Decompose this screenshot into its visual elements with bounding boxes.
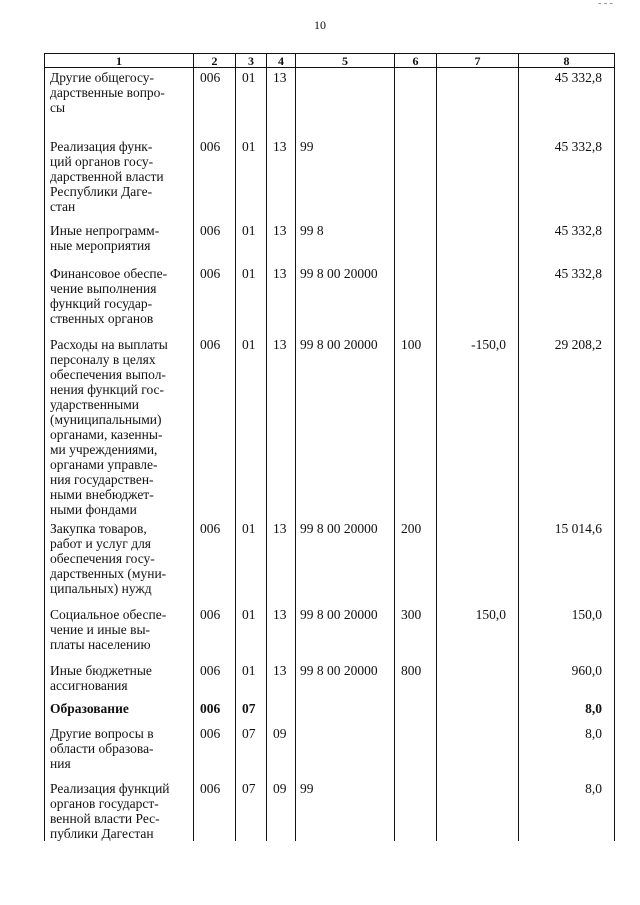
column-header: 4 <box>267 54 296 68</box>
table-row <box>45 661 615 699</box>
row-name-line: обеспечения выпол- <box>50 366 166 382</box>
row-name-line: органами, казенны- <box>50 426 163 442</box>
row-name-line: области образова- <box>50 740 154 756</box>
row-name-line: Республики Даге- <box>50 183 153 199</box>
row-name-line: Другие вопросы в <box>50 725 154 741</box>
table-row <box>45 724 615 779</box>
cell-total-amount: 45 332,8 <box>519 264 615 335</box>
cell-expense-type <box>395 264 437 335</box>
cell-target-article: 99 8 00 20000 <box>296 605 395 661</box>
cell-section-code: 01 <box>236 519 267 605</box>
header-row <box>45 54 615 68</box>
column-header: 8 <box>519 54 615 68</box>
cell-section-code: 01 <box>236 605 267 661</box>
cell-total-amount: 15 014,6 <box>519 519 615 605</box>
cell-section-code: 07 <box>236 699 267 724</box>
row-name-line: (муниципальными) <box>50 411 162 427</box>
cell-section-code: 07 <box>236 724 267 779</box>
cell-subsection-code: 13 <box>267 137 296 221</box>
column-header: 2 <box>194 54 236 68</box>
cell-ministry-code: 006 <box>194 519 236 605</box>
cell-expense-type <box>395 221 437 264</box>
cell-change-amount <box>437 68 519 137</box>
page-number: 10 <box>314 18 326 32</box>
row-name-line: Образование <box>50 700 129 716</box>
cell-expense-type: 100 <box>395 335 437 519</box>
cell-change-amount <box>437 699 519 724</box>
cell-change-amount <box>437 264 519 335</box>
cell-total-amount: 8,0 <box>519 779 615 841</box>
row-name-line: нения функций гос- <box>50 381 165 397</box>
cell-total-amount: 29 208,2 <box>519 335 615 519</box>
row-name <box>45 335 194 519</box>
cell-ministry-code: 006 <box>194 699 236 724</box>
cell-change-amount <box>437 519 519 605</box>
cell-target-article: 99 8 00 20000 <box>296 335 395 519</box>
cell-subsection-code: 13 <box>267 221 296 264</box>
row-name-line: дарственные вопро- <box>50 85 165 100</box>
row-name-line: Закупка товаров, <box>50 520 147 536</box>
row-name-line: публики Дагестан <box>50 825 154 841</box>
row-name <box>45 779 194 841</box>
row-name-line: персоналу в целях <box>50 351 156 367</box>
row-name-line: дарственной власти <box>50 168 164 184</box>
row-name-line: чение и иные вы- <box>50 621 151 637</box>
cell-total-amount: 45 332,8 <box>519 221 615 264</box>
cell-change-amount <box>437 221 519 264</box>
cell-expense-type <box>395 779 437 841</box>
cell-target-article <box>296 724 395 779</box>
column-header: 5 <box>296 54 395 68</box>
cell-total-amount: 45 332,8 <box>519 137 615 221</box>
cell-subsection-code: 13 <box>267 519 296 605</box>
table-row <box>45 221 615 264</box>
row-name-line: обеспечения госу- <box>50 550 155 566</box>
row-name-line: Финансовое обеспе- <box>50 265 168 281</box>
row-name-line: органов государст- <box>50 795 159 811</box>
row-name-line: ния государствен- <box>50 471 154 487</box>
table-row <box>45 335 615 519</box>
cell-target-article: 99 8 00 20000 <box>296 264 395 335</box>
row-name-line: дарственных (муни- <box>50 565 167 581</box>
cell-total-amount: 8,0 <box>519 724 615 779</box>
scan-mark: - - - <box>598 0 613 9</box>
cell-subsection-code: 13 <box>267 335 296 519</box>
row-name-line: Расходы на выплаты <box>50 336 168 352</box>
cell-ministry-code: 006 <box>194 779 236 841</box>
column-header: 6 <box>395 54 437 68</box>
row-name-line: ципальных) нужд <box>50 580 152 596</box>
row-name <box>45 221 194 264</box>
cell-target-article <box>296 699 395 724</box>
row-name-line: Иные непрограмм- <box>50 222 160 238</box>
row-name-line: Другие общегосу- <box>50 70 155 85</box>
row-name-line: ными фондами <box>50 501 137 517</box>
cell-total-amount: 8,0 <box>519 699 615 724</box>
row-name <box>45 264 194 335</box>
cell-expense-type: 200 <box>395 519 437 605</box>
row-name-line: ударственными <box>50 396 139 412</box>
table-row <box>45 264 615 335</box>
row-name <box>45 137 194 221</box>
row-name-line: ций органов госу- <box>50 153 154 169</box>
cell-expense-type <box>395 68 437 137</box>
row-name-line: чение выполнения <box>50 280 157 296</box>
cell-target-article: 99 <box>296 779 395 841</box>
cell-total-amount: 45 332,8 <box>519 68 615 137</box>
table-row <box>45 779 615 841</box>
cell-subsection-code: 13 <box>267 264 296 335</box>
cell-change-amount <box>437 137 519 221</box>
cell-section-code: 01 <box>236 264 267 335</box>
row-name-line: функций государ- <box>50 295 153 311</box>
cell-change-amount <box>437 724 519 779</box>
row-name <box>45 605 194 661</box>
cell-section-code: 07 <box>236 779 267 841</box>
cell-expense-type <box>395 137 437 221</box>
cell-subsection-code: 09 <box>267 724 296 779</box>
cell-subsection-code: 13 <box>267 661 296 699</box>
row-name-line: ными внебюджет- <box>50 486 154 502</box>
row-name-line: Реализация функ- <box>50 138 153 154</box>
row-name-line: Социальное обеспе- <box>50 606 167 622</box>
row-name-line: работ и услуг для <box>50 535 152 551</box>
cell-change-amount: -150,0 <box>437 335 519 519</box>
cell-change-amount <box>437 661 519 699</box>
cell-ministry-code: 006 <box>194 221 236 264</box>
row-name-line: Реализация функций <box>50 780 170 796</box>
cell-section-code: 01 <box>236 661 267 699</box>
cell-section-code: 01 <box>236 221 267 264</box>
cell-subsection-code: 13 <box>267 68 296 137</box>
row-name-line: платы населению <box>50 636 151 652</box>
row-name-line: ния <box>50 755 71 771</box>
row-name-line: сы <box>50 100 66 115</box>
cell-target-article: 99 8 <box>296 221 395 264</box>
cell-ministry-code: 006 <box>194 661 236 699</box>
cell-section-code: 01 <box>236 335 267 519</box>
row-name <box>45 519 194 605</box>
budget-table <box>44 53 615 841</box>
row-name-line: Иные бюджетные <box>50 662 152 678</box>
cell-ministry-code: 006 <box>194 335 236 519</box>
table-row <box>45 519 615 605</box>
cell-expense-type: 300 <box>395 605 437 661</box>
cell-subsection-code: 09 <box>267 779 296 841</box>
cell-ministry-code: 006 <box>194 68 236 137</box>
cell-ministry-code: 006 <box>194 137 236 221</box>
table-row <box>45 68 615 137</box>
cell-section-code: 01 <box>236 68 267 137</box>
table-row <box>45 137 615 221</box>
cell-total-amount: 150,0 <box>519 605 615 661</box>
column-header: 1 <box>45 54 194 68</box>
table-row <box>45 699 615 724</box>
row-name-line: ные мероприятия <box>50 237 151 253</box>
cell-ministry-code: 006 <box>194 264 236 335</box>
row-name-line: ассигнования <box>50 677 128 693</box>
row-name <box>45 699 194 724</box>
cell-subsection-code <box>267 699 296 724</box>
cell-expense-type <box>395 724 437 779</box>
cell-ministry-code: 006 <box>194 724 236 779</box>
cell-target-article: 99 8 00 20000 <box>296 519 395 605</box>
cell-expense-type: 800 <box>395 661 437 699</box>
row-name <box>45 661 194 699</box>
cell-target-article: 99 <box>296 137 395 221</box>
column-header: 3 <box>236 54 267 68</box>
row-name-line: ственных органов <box>50 310 154 326</box>
row-name-line: органами управле- <box>50 456 158 472</box>
cell-change-amount: 150,0 <box>437 605 519 661</box>
row-name-line: ми учреждениями, <box>50 441 158 457</box>
cell-expense-type <box>395 699 437 724</box>
cell-ministry-code: 006 <box>194 605 236 661</box>
column-header: 7 <box>437 54 519 68</box>
cell-section-code: 01 <box>236 137 267 221</box>
row-name-line: венной власти Рес- <box>50 810 160 826</box>
row-name <box>45 724 194 779</box>
row-name <box>45 68 194 137</box>
row-name-line: стан <box>50 198 76 214</box>
cell-change-amount <box>437 779 519 841</box>
cell-target-article: 99 8 00 20000 <box>296 661 395 699</box>
table-row <box>45 605 615 661</box>
cell-total-amount: 960,0 <box>519 661 615 699</box>
cell-subsection-code: 13 <box>267 605 296 661</box>
cell-target-article <box>296 68 395 137</box>
